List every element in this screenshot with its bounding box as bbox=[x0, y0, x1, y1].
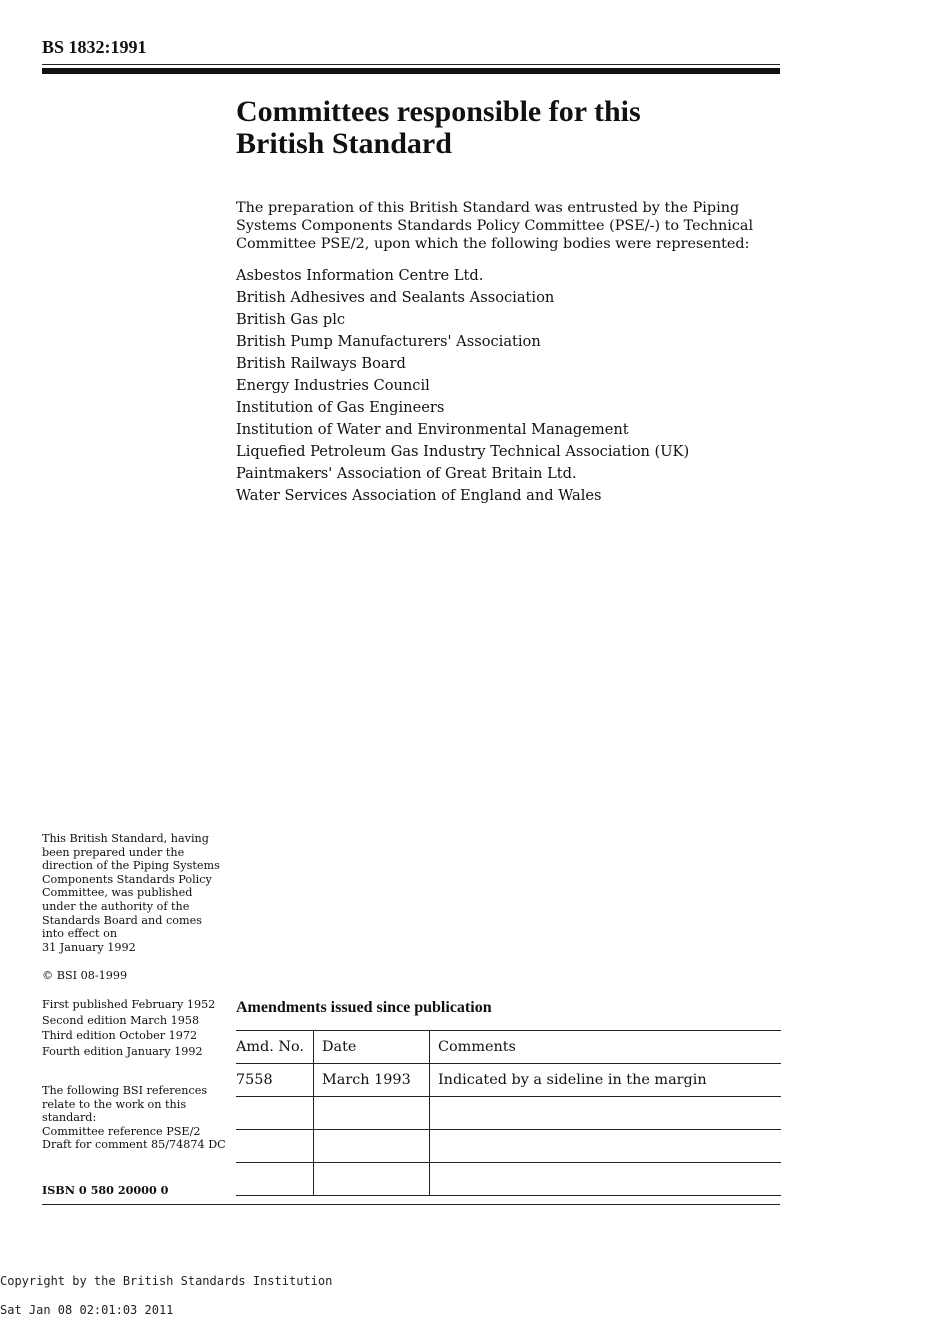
table-row bbox=[236, 1130, 781, 1163]
table-row bbox=[236, 1097, 781, 1130]
cell-amd-no bbox=[236, 1097, 314, 1130]
list-item: Water Services Association of England and Wales bbox=[236, 487, 602, 504]
header-rule-thick bbox=[42, 68, 780, 74]
cell-date: March 1993 bbox=[314, 1064, 430, 1097]
isbn: ISBN 0 580 20000 0 bbox=[42, 1183, 169, 1197]
amendments-table bbox=[236, 1030, 781, 1196]
edition-history bbox=[42, 997, 227, 1059]
amendments-title: Amendments issued since publication bbox=[236, 999, 492, 1016]
header-comments: Comments bbox=[430, 1031, 782, 1064]
list-item: Paintmakers' Association of Great Britain Ltd. bbox=[236, 465, 577, 482]
page-title bbox=[236, 96, 776, 160]
reference-line: Draft for comment 85/74874 DC bbox=[42, 1138, 226, 1152]
reference-line: Committee reference PSE/2 bbox=[42, 1124, 201, 1138]
edition-line: Third edition October 1972 bbox=[42, 1029, 198, 1042]
intro-paragraph: The preparation of this British Standard was entrusted by the Piping Systems Components Standards Policy Committee (PSE/-) to Technical Committee PSE/2, upon which the following bodies were represented: bbox=[236, 200, 754, 252]
cell-amd-no: 7558 bbox=[236, 1064, 314, 1097]
reference-line: relate to the work on this bbox=[42, 1097, 187, 1111]
edition-line: Second edition March 1958 bbox=[42, 1013, 200, 1027]
edition-line: First published February 1952 bbox=[42, 998, 216, 1011]
list-item: Energy Industries Council bbox=[236, 377, 430, 394]
represented-bodies-list bbox=[236, 265, 689, 507]
table-header-row bbox=[236, 1031, 781, 1064]
approval-line: direction of the Piping Systems bbox=[42, 859, 220, 873]
list-item: British Pump Manufacturers' Association bbox=[236, 333, 541, 350]
list-item: Institution of Gas Engineers bbox=[236, 399, 445, 416]
list-item: Asbestos Information Centre Ltd. bbox=[236, 267, 484, 284]
header-rule-thin bbox=[42, 64, 780, 65]
approval-line: Standards Board and comes bbox=[42, 913, 202, 927]
list-item: British Railways Board bbox=[236, 355, 406, 372]
header-date: Date bbox=[314, 1031, 430, 1064]
approval-line: Components Standards Policy bbox=[42, 872, 212, 886]
approval-line: Committee, was published bbox=[42, 886, 193, 900]
approval-line: been prepared under the bbox=[42, 845, 185, 859]
title-line-1: Committees responsible for this bbox=[236, 95, 641, 128]
table-row bbox=[236, 1163, 781, 1196]
list-item: British Adhesives and Sealants Association bbox=[236, 289, 555, 306]
bsi-references bbox=[42, 1084, 227, 1152]
approval-statement bbox=[42, 832, 227, 954]
approval-line: into effect on bbox=[42, 927, 118, 941]
list-item: Liquefied Petroleum Gas Industry Technical Association (UK) bbox=[236, 443, 690, 460]
approval-line: 31 January 1992 bbox=[42, 940, 136, 954]
approval-line: This British Standard, having bbox=[42, 832, 209, 845]
bsi-copyright: © BSI 08-1999 bbox=[42, 969, 128, 982]
edition-line: Fourth edition January 1992 bbox=[42, 1044, 203, 1058]
footer-copyright: Copyright by the British Standards Institution bbox=[0, 1274, 333, 1288]
cell-comments bbox=[430, 1163, 782, 1196]
reference-line: The following BSI references bbox=[42, 1084, 208, 1097]
cell-date bbox=[314, 1163, 430, 1196]
cell-amd-no bbox=[236, 1130, 314, 1163]
cell-date bbox=[314, 1097, 430, 1130]
reference-line: standard: bbox=[42, 1111, 97, 1125]
header-amd-no: Amd. No. bbox=[236, 1031, 314, 1064]
cell-comments bbox=[430, 1097, 782, 1130]
cell-comments: Indicated by a sideline in the margin bbox=[430, 1064, 782, 1097]
cell-date bbox=[314, 1130, 430, 1163]
document-id: BS 1832:1991 bbox=[42, 37, 147, 57]
list-item: British Gas plc bbox=[236, 311, 346, 328]
cell-comments bbox=[430, 1130, 782, 1163]
table-row bbox=[236, 1064, 781, 1097]
approval-line: under the authority of the bbox=[42, 899, 190, 913]
list-item: Institution of Water and Environmental Management bbox=[236, 421, 629, 438]
cell-amd-no bbox=[236, 1163, 314, 1196]
footer-timestamp: Sat Jan 08 02:01:03 2011 bbox=[0, 1303, 174, 1317]
title-line-2: British Standard bbox=[236, 127, 452, 160]
bottom-rule bbox=[42, 1204, 780, 1205]
